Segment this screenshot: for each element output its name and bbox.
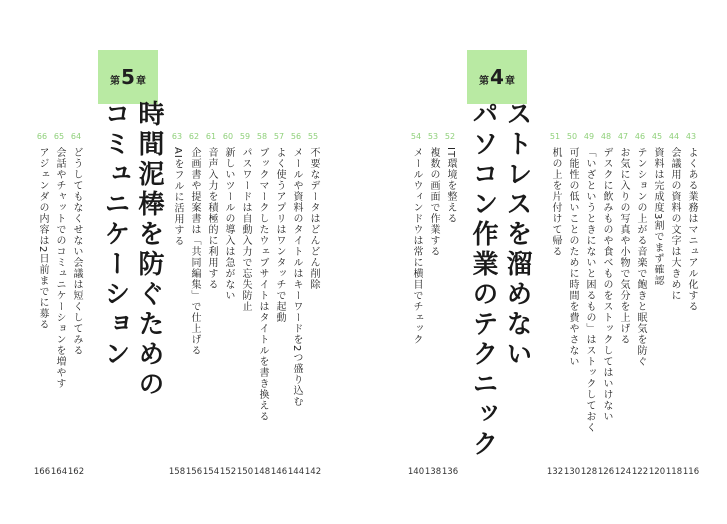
entry-number: 54 bbox=[410, 132, 422, 141]
entry-number: 62 bbox=[188, 132, 200, 141]
entry-title: ブックマークしたウェブサイトはタイトルを書き換える bbox=[257, 147, 268, 422]
toc-entry[interactable] bbox=[272, 132, 286, 477]
entry-page-ref: 118 bbox=[665, 467, 683, 477]
entry-page-ref: 126 bbox=[597, 467, 615, 477]
entry-number: 50 bbox=[566, 132, 578, 141]
entry-number: 49 bbox=[583, 132, 595, 141]
toc-entry[interactable] bbox=[170, 132, 184, 477]
entry-page-ref: 154 bbox=[202, 467, 220, 477]
entry-title: どうしてもなくせない会議は短くしてみる bbox=[71, 147, 82, 356]
toc-entry[interactable] bbox=[426, 132, 440, 477]
entry-title: お気に入りの写真や小物で気分を上げる bbox=[618, 147, 629, 345]
toc-entry[interactable] bbox=[684, 132, 698, 477]
entry-title: 可能性の低いことのために時間を費やさない bbox=[567, 147, 578, 367]
toc-entry[interactable] bbox=[599, 132, 613, 477]
toc-entry[interactable] bbox=[616, 132, 630, 477]
entry-page-ref: 152 bbox=[219, 467, 237, 477]
entry-page-ref: 144 bbox=[287, 467, 305, 477]
toc-entry[interactable] bbox=[582, 132, 596, 477]
entry-title: よくある業務はマニュアル化する bbox=[686, 147, 697, 312]
toc-entry[interactable] bbox=[35, 132, 49, 477]
entry-title: 「いざというときにないと困るもの」はストックしておく bbox=[584, 147, 595, 433]
entry-page-ref: 166 bbox=[33, 467, 51, 477]
chapter-4-title bbox=[466, 100, 534, 460]
entry-page-ref: 124 bbox=[614, 467, 632, 477]
entry-page-ref: 140 bbox=[407, 467, 425, 477]
entry-number: 55 bbox=[307, 132, 319, 141]
entry-title: 会議用の資料の文字は大きめに bbox=[669, 147, 680, 301]
entry-page-ref: 120 bbox=[648, 467, 666, 477]
chapter-4-title-line-2: パソコン作業のテクニック bbox=[468, 100, 498, 460]
entry-title: 企画書や提案書は「共同編集」で仕上げる bbox=[189, 147, 200, 356]
entry-number: 47 bbox=[617, 132, 629, 141]
entry-number: 59 bbox=[239, 132, 251, 141]
toc-entry[interactable] bbox=[221, 132, 235, 477]
chapter-5-title-line-1: 時間泥棒を防ぐための bbox=[134, 100, 164, 400]
entry-page-ref: 116 bbox=[682, 467, 700, 477]
entry-page-ref: 162 bbox=[67, 467, 85, 477]
chapter-4-badge bbox=[467, 50, 527, 104]
entry-number: 48 bbox=[600, 132, 612, 141]
entry-page-ref: 150 bbox=[236, 467, 254, 477]
entry-title: 机の上を片付けて帰る bbox=[550, 147, 561, 257]
chapter-4-title-line-1: ストレスを溜めない bbox=[502, 100, 532, 370]
entry-title: メールウィンドウは常に横目でチェック bbox=[411, 147, 422, 345]
entry-page-ref: 148 bbox=[253, 467, 271, 477]
entry-title: 不要なデータはどんどん削除 bbox=[308, 147, 319, 290]
chapter-5-title bbox=[98, 100, 166, 400]
entry-page-ref: 130 bbox=[563, 467, 581, 477]
entry-title: 新しいツールの導入は急がない bbox=[223, 147, 234, 301]
chapter-4-number: 4 bbox=[490, 65, 504, 89]
entry-title: メールや資料のタイトルはキーワードを2つ盛り込む bbox=[291, 147, 302, 408]
toc-entry[interactable] bbox=[238, 132, 252, 477]
entry-title: 音声入力を積極的に利用する bbox=[206, 147, 217, 290]
entry-title: 会話やチャットでのコミュニケーションを増やす bbox=[54, 147, 65, 389]
entry-page-ref: 122 bbox=[631, 467, 649, 477]
entry-number: 52 bbox=[444, 132, 456, 141]
toc-entry[interactable] bbox=[306, 132, 320, 477]
toc-entry[interactable] bbox=[409, 132, 423, 477]
entry-number: 66 bbox=[36, 132, 48, 141]
entry-number: 65 bbox=[53, 132, 65, 141]
entry-number: 45 bbox=[651, 132, 663, 141]
chapter-5-number: 5 bbox=[121, 65, 135, 89]
entry-number: 51 bbox=[549, 132, 561, 141]
toc-entry[interactable] bbox=[650, 132, 664, 477]
toc-entry[interactable] bbox=[204, 132, 218, 477]
toc-entry[interactable] bbox=[443, 132, 457, 477]
entry-number: 43 bbox=[685, 132, 697, 141]
toc-entry[interactable] bbox=[548, 132, 562, 477]
entry-title: IT環境を整える bbox=[445, 147, 456, 225]
entry-page-ref: 156 bbox=[185, 467, 203, 477]
entry-page-ref: 158 bbox=[168, 467, 186, 477]
entry-number: 53 bbox=[427, 132, 439, 141]
entry-number: 56 bbox=[290, 132, 302, 141]
entry-title: アジェンダの内容は2日前までに募る bbox=[37, 147, 48, 331]
toc-entry[interactable] bbox=[667, 132, 681, 477]
entry-page-ref: 132 bbox=[546, 467, 564, 477]
chapter-5-badge bbox=[98, 50, 158, 104]
chapter-4-prefix: 第 bbox=[479, 76, 490, 87]
toc-entry[interactable] bbox=[52, 132, 66, 477]
entry-page-ref: 164 bbox=[50, 467, 68, 477]
toc-entry[interactable] bbox=[255, 132, 269, 477]
entry-page-ref: 128 bbox=[580, 467, 598, 477]
chapter-5-suffix: 章 bbox=[135, 76, 146, 87]
entry-title: 複数の画面で作業する bbox=[428, 147, 439, 257]
entry-title: AIをフルに活用する bbox=[172, 147, 183, 247]
entry-title: 資料は完成度3割でまず確認 bbox=[652, 147, 663, 287]
chapter-5-prefix: 第 bbox=[110, 76, 121, 87]
entry-page-ref: 146 bbox=[270, 467, 288, 477]
chapter-5-title-line-2: コミュニケーション bbox=[100, 100, 130, 370]
toc-entry[interactable] bbox=[565, 132, 579, 477]
chapter-4-suffix: 章 bbox=[504, 76, 515, 87]
entry-number: 61 bbox=[205, 132, 217, 141]
entry-page-ref: 138 bbox=[424, 467, 442, 477]
toc-entry[interactable] bbox=[633, 132, 647, 477]
entry-page-ref: 142 bbox=[304, 467, 322, 477]
toc-entry[interactable] bbox=[289, 132, 303, 477]
entry-title: パスワードは自動入力で忘失防止 bbox=[240, 147, 251, 312]
entry-number: 60 bbox=[222, 132, 234, 141]
entry-title: よく使うアプリはワンタッチで起動 bbox=[274, 147, 285, 323]
entry-number: 63 bbox=[171, 132, 183, 141]
entry-number: 44 bbox=[668, 132, 680, 141]
toc-entry[interactable] bbox=[187, 132, 201, 477]
entry-number: 64 bbox=[70, 132, 82, 141]
entry-title: テンションの上がる音楽で飽きと眠気を防ぐ bbox=[635, 147, 646, 367]
entry-number: 46 bbox=[634, 132, 646, 141]
entry-page-ref: 136 bbox=[441, 467, 459, 477]
entry-number: 57 bbox=[273, 132, 285, 141]
entry-title: デスクに飲みものや食べものをストックしてはいけない bbox=[601, 147, 612, 422]
toc-entry[interactable] bbox=[69, 132, 83, 477]
entry-number: 58 bbox=[256, 132, 268, 141]
